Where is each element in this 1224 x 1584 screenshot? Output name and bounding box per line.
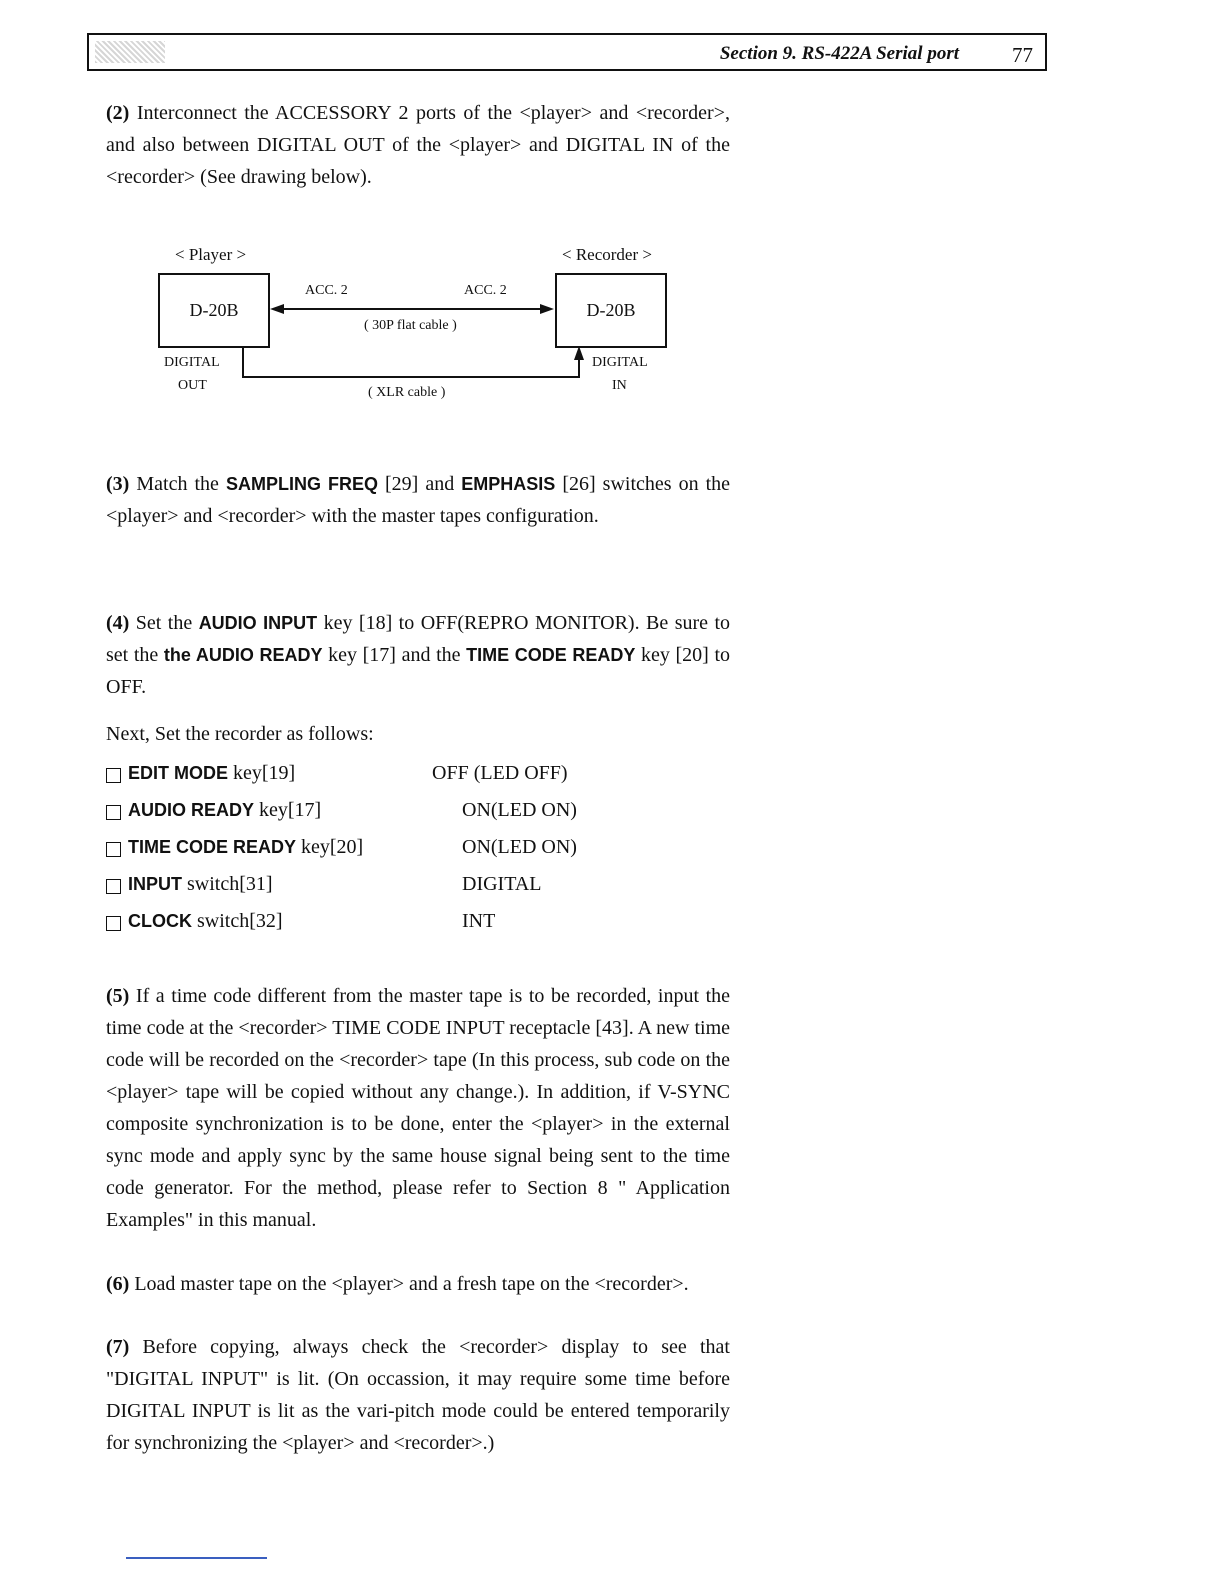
digital-out-label-2: OUT — [178, 378, 207, 393]
checkbox-icon — [106, 768, 121, 783]
next-instruction: Next, Set the recorder as follows: — [106, 723, 374, 745]
setting-label: TIME CODE READY key[20] — [128, 836, 364, 858]
page-number: 77 — [1012, 43, 1033, 67]
recorder-device-box: D-20B — [555, 273, 667, 348]
checkbox-icon — [106, 805, 121, 820]
setting-value: ON(LED ON) — [462, 836, 577, 858]
paragraph-7: (7) Before copying, always check the <recorder> display to see that "DIGITAL INPUT" is lit. (On occassion, it may require some time before DIGITAL INPUT is lit as the vari-pitch mode could be entered temporarily for synchronizing the <player> and <recorder>.) — [106, 1336, 730, 1454]
flat-cable-label: ( 30P flat cable ) — [364, 318, 457, 333]
setting-row — [106, 834, 726, 871]
arrow-up-icon — [571, 346, 587, 360]
setting-row — [106, 797, 726, 834]
digital-in-label-1: DIGITAL — [592, 355, 648, 370]
setting-row — [106, 760, 726, 797]
setting-label: EDIT MODE key[19] — [128, 762, 296, 784]
xlr-cable-line — [242, 376, 580, 378]
digital-out-label-1: DIGITAL — [164, 355, 220, 370]
page-header — [87, 33, 1047, 71]
setting-row — [106, 871, 726, 908]
acc-right-label: ACC. 2 — [464, 283, 507, 298]
player-device-box: D-20B — [158, 273, 270, 348]
checkbox-icon — [106, 879, 121, 894]
connection-diagram — [150, 235, 680, 420]
scan-noise — [95, 41, 165, 63]
setting-value: DIGITAL — [462, 873, 542, 895]
flat-cable-line — [280, 308, 545, 310]
player-label: < Player > — [175, 245, 247, 264]
setting-label: AUDIO READY key[17] — [128, 799, 322, 821]
setting-label: INPUT switch[31] — [128, 873, 273, 895]
paragraph-5: (5) If a time code different from the master tape is to be recorded, input the time code at the <recorder> TIME CODE INPUT receptacle [43]. A new time code will be recorded on the <recorder> tape (In this process, sub code on the <player> tape will be copied without any change.). In addition, if V-SYNC composite synchronization is to be done, enter the <player> in the external sync mode and apply sync by the same house signal being sent to the time code generator. For the method, please refer to Section 8 " Application Examples" in this manual. — [106, 985, 731, 1231]
xlr-drop-line — [242, 348, 244, 378]
recorder-label: < Recorder > — [562, 245, 652, 264]
digital-in-label-2: IN — [612, 378, 627, 393]
acc-left-label: ACC. 2 — [305, 283, 348, 298]
setting-label: CLOCK switch[32] — [128, 910, 283, 932]
arrow-left-icon — [268, 301, 284, 317]
paragraph-2: (2) Interconnect the ACCESSORY 2 ports of the <player> and <recorder>, and also between DIGITAL OUT of the <player> and DIGITAL IN of the <recorder> (See drawing below). — [106, 102, 730, 188]
xlr-cable-label: ( XLR cable ) — [368, 385, 446, 400]
footer-rule — [126, 1557, 267, 1559]
arrow-right-icon — [540, 301, 556, 317]
header-title: Section 9. RS-422A Serial port — [719, 43, 959, 64]
paragraph-6: (6) Load master tape on the <player> and a fresh tape on the <recorder>. — [106, 1273, 689, 1295]
checkbox-icon — [106, 842, 121, 857]
setting-value: ON(LED ON) — [462, 799, 577, 821]
checkbox-icon — [106, 916, 121, 931]
setting-row — [106, 908, 726, 945]
setting-value: INT — [462, 910, 496, 932]
recorder-settings-list — [106, 760, 726, 945]
paragraph-3: (3) Match the SAMPLING FREQ [29] and EMPHASIS [26] switches on the <player> and <recorder> with the master tapes configuration. — [106, 473, 731, 527]
setting-value: OFF (LED OFF) — [432, 762, 568, 784]
paragraph-4: (4) Set the AUDIO INPUT key [18] to OFF(REPRO MONITOR). Be sure to set the the AUDIO READY key [17] and the TIME CODE READY key [20] to OFF. — [106, 612, 731, 698]
